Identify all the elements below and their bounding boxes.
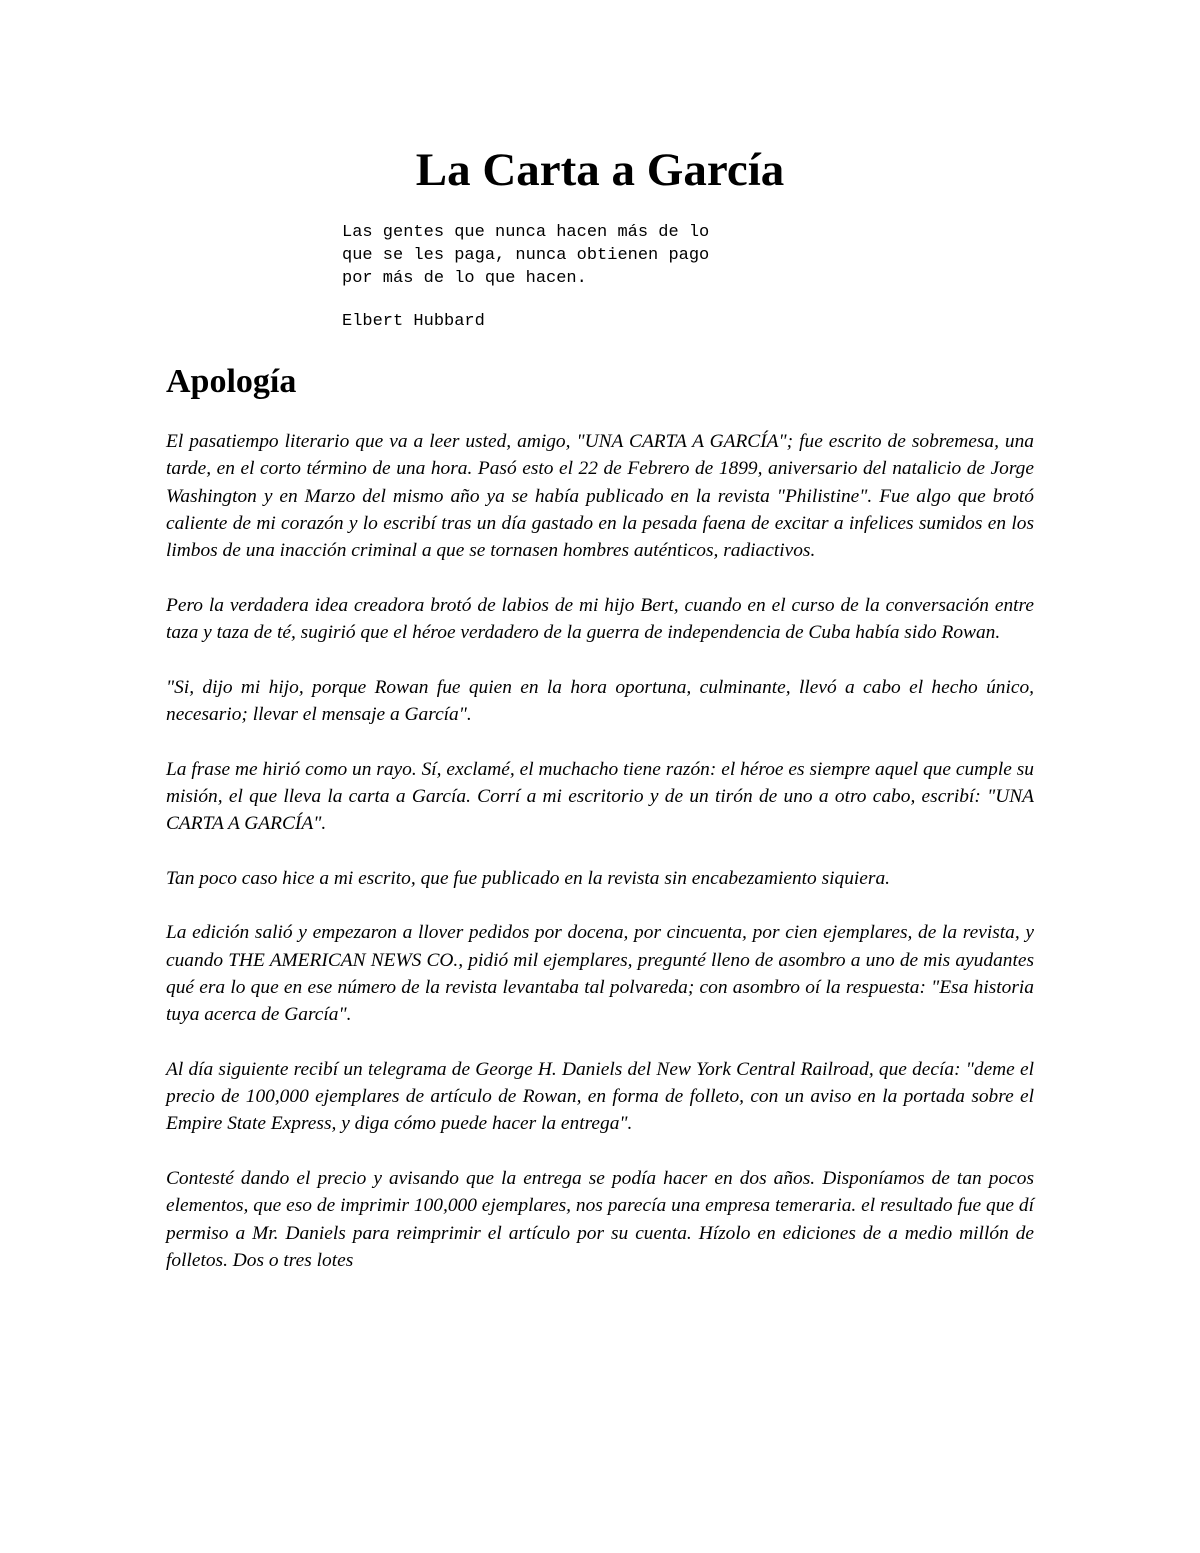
- epigraph-line: que se les paga, nunca obtienen pago: [342, 246, 710, 265]
- paragraph: Pero la verdadera idea creadora brotó de labios de mi hijo Bert, cuando en el curso de la conversación entre taza y taza de té, sugirió que el héroe verdadero de la guerra de independencia de Cuba había sido Rowan.: [166, 594, 1034, 644]
- paragraph: La frase me hirió como un rayo. Sí, exclamé, el muchacho tiene razón: el héroe es siempre aquel que cumple su misión, el que lleva la carta a García. Corrí a mi escritorio y de un tirón de uno a otro cabo, escribí: "UNA CARTA A GARCÍA".: [166, 758, 1034, 835]
- paragraph: Al día siguiente recibí un telegrama de George H. Daniels del New York Central Railroad, que decía: "deme el precio de 100,000 ejemplares de artículo de Rowan, en forma de folleto, con un aviso en la portada sobre el Empire State Express, y diga cómo puede hacer la entrega".: [166, 1058, 1034, 1135]
- epigraph: [342, 221, 802, 290]
- paragraph: La edición salió y empezaron a llover pedidos por docena, por cincuenta, por cien ejemplares, de la revista, y cuando THE AMERICAN NEWS CO., pidió mil ejemplares, pregunté lleno de asombro a uno de mis ayudantes qué era lo que en ese número de la revista levantaba tal polvareda; con asombro oí la respuesta: "Esa historia tuya acerca de García".: [166, 922, 1034, 1026]
- section-heading: Apología: [166, 363, 297, 400]
- epigraph-line: por más de lo que hacen.: [342, 269, 587, 288]
- page-title: La Carta a García: [415, 144, 785, 196]
- paragraph: El pasatiempo literario que va a leer usted, amigo, "UNA CARTA A GARCÍA"; fue escrito de sobremesa, una tarde, en el corto término de una hora. Pasó esto el 22 de Febrero de 1899, aniversario del natalicio de Jorge Washington y en Marzo del mismo año ya se había publicado en la revista "Philistine". Fue algo que brotó caliente de mi corazón y lo escribí tras un día gastado en la pesada faena de excitar a infelices sumidos en los limbos de una inacción criminal a que se tornasen hombres auténticos, radiactivos.: [166, 431, 1034, 562]
- epigraph-line: Las gentes que nunca hacen más de lo: [342, 223, 710, 242]
- paragraph: "Si, dijo mi hijo, porque Rowan fue quien en la hora oportuna, culminante, llevó a cabo el hecho único, necesario; llevar el mensaje a García".: [166, 676, 1034, 725]
- epigraph-author: Elbert Hubbard: [342, 312, 485, 331]
- body-text: [166, 428, 1034, 1302]
- paragraph: Tan poco caso hice a mi escrito, que fue publicado en la revista sin encabezamiento siquiera.: [166, 867, 890, 889]
- paragraph: Contesté dando el precio y avisando que la entrega se podía hacer en dos años. Disponíamos de tan pocos elementos, que eso de imprimir 100,000 ejemplares, nos parecía una empresa temeraria. el resultado fue que dí permiso a Mr. Daniels para reimprimir el artículo por su cuenta. Hízolo en ediciones de a medio millón de folletos. Dos o tres lotes: [166, 1168, 1034, 1271]
